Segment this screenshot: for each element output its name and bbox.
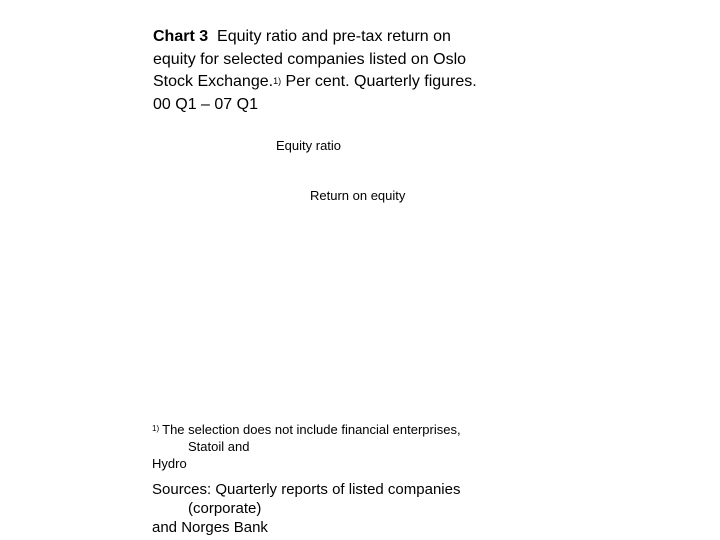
footnote-marker: 1) xyxy=(152,424,160,433)
chart-number: Chart 3 xyxy=(153,28,209,45)
title-line-2: equity for selected companies listed on Oslo xyxy=(153,50,467,68)
sources-line-1: Sources: Quarterly reports of listed companies xyxy=(152,481,461,498)
title-text-1: Equity ratio and pre-tax return on xyxy=(217,28,451,45)
footnote-text-1: The selection does not include financial enterprises, xyxy=(162,422,461,437)
footnote-line-1 xyxy=(152,421,512,438)
chart-title xyxy=(153,26,573,116)
series-label-equity-ratio: Equity ratio xyxy=(276,138,342,153)
title-footnote-marker: 1) xyxy=(273,76,282,86)
title-line-4: 00 Q1 – 07 Q1 xyxy=(153,95,258,113)
title-line-3 xyxy=(153,71,573,94)
footnote xyxy=(152,421,512,472)
title-text-3-end: Per cent. Quarterly figures. xyxy=(281,73,477,90)
sources-line-3: and Norges Bank xyxy=(152,519,268,536)
sources-note xyxy=(152,480,532,537)
title-text-3: Stock Exchange. xyxy=(153,73,274,90)
title-line-1 xyxy=(153,26,573,49)
sources-line-2: (corporate) xyxy=(188,500,262,517)
series-label-return-on-equity: Return on equity xyxy=(310,188,406,203)
footnote-line-2: Statoil and xyxy=(188,439,250,454)
footnote-line-3: Hydro xyxy=(152,456,187,471)
